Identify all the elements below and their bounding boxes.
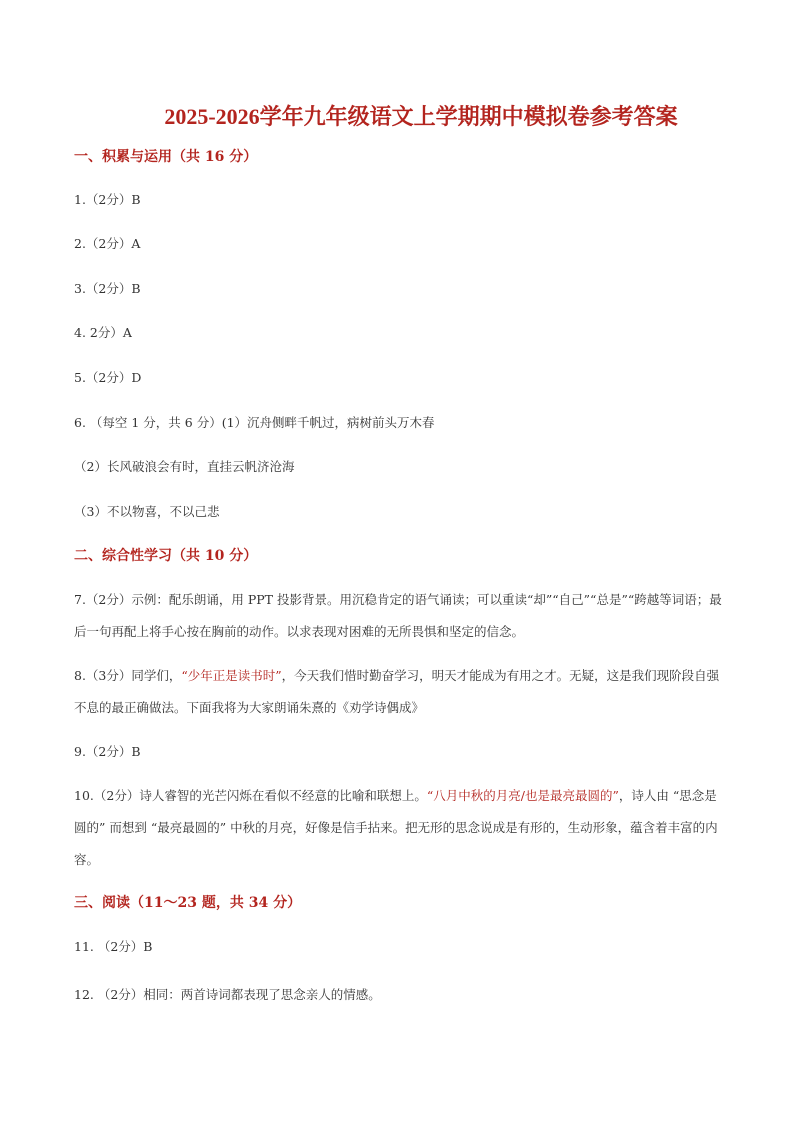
answer-item-7: 7.（2分）示例：配乐朗诵，用 PPT 投影背景。用沉稳肯定的语气诵读；可以重读“却”“自己”“总是”“跨越等词语；最后一句再配上将手心按在胸前的动作。以求表现对困难的无所畏惧和坚定的信念。 — [74, 592, 722, 639]
answer-item-11: 11. （2分）B — [74, 939, 153, 954]
answer-item-8 — [74, 660, 724, 724]
answer-item-10-prefix: 10.（2分）诗人睿智的光芒闪烁在看似不经意的比喻和联想上。 — [74, 788, 427, 803]
answer-item-3: 3.（2分）B — [74, 281, 141, 296]
answer-item-2: 2.（2分）A — [74, 236, 141, 251]
answer-item-10-suffix: ，诗人由 “思念是圆的” 而想到 “最亮最圆的” 中秋的月亮，好像是信手拈来。把无形的思念说成是有形的，生动形象，蕴含着丰富的内容。 — [74, 788, 718, 867]
answer-item-9: 9.（2分）B — [74, 744, 141, 759]
answer-item-5: 5.（2分）D — [74, 370, 142, 385]
answer-item-8-prefix: 8.（3分）同学们， — [74, 668, 182, 683]
section-heading-2: 二、综合性学习（共 10 分） — [74, 548, 258, 564]
answer-item-8-suffix: ，今天我们惜时勤奋学习，明天才能成为有用之才。无疑，这是我们现阶段自强不息的最正确做法。下面我将为大家朗诵朱熹的《劝学诗偶成》 — [74, 668, 720, 715]
section-heading-3: 三、阅读（11～23 题，共 34 分） — [74, 895, 302, 911]
answer-item-6-line-3: （3）不以物喜，不以己悲 — [74, 504, 220, 519]
answer-item-8-quote: “少年正是读书时” — [181, 668, 282, 683]
answer-item-10-quote: “八月中秋的月亮/也是最亮最圆的” — [426, 788, 619, 803]
answer-item-10 — [74, 780, 724, 876]
answer-item-6-line-2: （2）长风破浪会有时，直挂云帆济沧海 — [74, 459, 295, 474]
page-title: 2025-2026学年九年级语文上学期期中模拟卷参考答案 — [164, 104, 678, 129]
section-heading-1: 一、积累与运用（共 16 分） — [74, 149, 258, 165]
answer-item-4: 4. 2分）A — [74, 325, 132, 340]
answer-item-12: 12. （2分）相同：两首诗词都表现了思念亲人的情感。 — [74, 987, 381, 1002]
answer-item-1: 1.（2分）B — [74, 192, 141, 207]
answer-item-6: 6. （每空 1 分，共 6 分）(1）沉舟侧畔千帆过，病树前头万木春 — [74, 415, 435, 430]
